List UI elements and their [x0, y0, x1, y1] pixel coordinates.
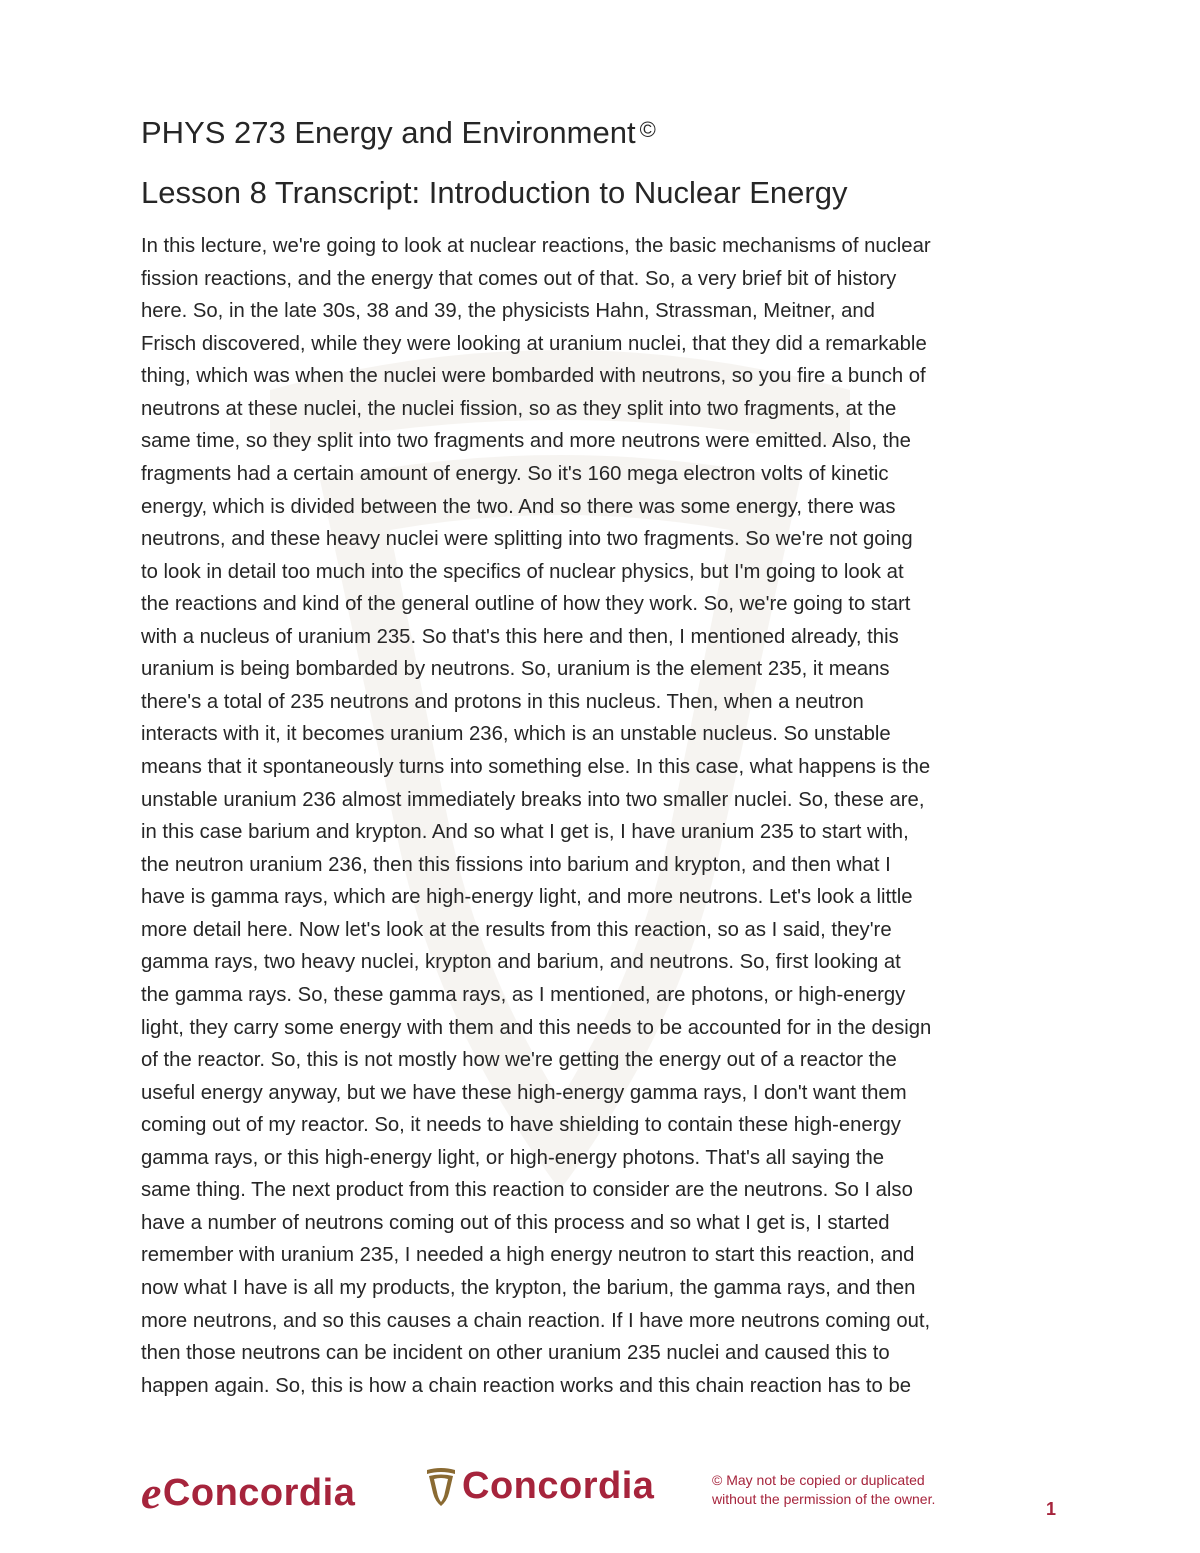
body-text-line: fragments had a certain amount of energy. So it's 160 mega electron volts of kinetic	[141, 462, 889, 485]
body-text-line: there's a total of 235 neutrons and protons in this nucleus. Then, when a neutron	[141, 690, 864, 713]
body-text-line: have is gamma rays, which are high-energy light, and more neutrons. Let's look a little	[141, 886, 913, 909]
body-text-line: uranium is being bombarded by neutrons. So, uranium is the element 235, it means	[141, 658, 890, 681]
body-text-line: means that it spontaneously turns into something else. In this case, what happens is the	[141, 756, 931, 778]
body-text-line: Frisch discovered, while they were looking at uranium nuclei, that they did a remarkable	[141, 332, 927, 355]
copyright-notice-line: © May not be copied or duplicated	[712, 1472, 925, 1488]
body-text-line: same thing. The next product from this reaction to consider are the neutrons. So I also	[141, 1179, 913, 1202]
body-text-line: happen again. So, this is how a chain reaction works and this chain reaction has to be	[141, 1374, 912, 1397]
transcript-body	[141, 230, 1071, 1402]
body-text-line: the neutron uranium 236, then this fissions into barium and krypton, and then what I	[141, 853, 891, 876]
body-text-line: interacts with it, it becomes uranium 236, which is an unstable nucleus. So unstable	[141, 723, 891, 746]
econcordia-logo	[141, 1467, 355, 1520]
body-text-line: the reactions and kind of the general outline of how they work. So, we're going to start	[141, 593, 911, 616]
document-subtitle: Lesson 8 Transcript: Introduction to Nuclear Energy	[141, 175, 848, 210]
econcordia-logo-mark: e	[141, 1467, 162, 1518]
econcordia-logo-text: Concordia	[162, 1472, 356, 1514]
body-text-line: same time, so they split into two fragments and more neutrons were emitted. Also, the	[141, 430, 911, 453]
body-text-line: fission reactions, and the energy that comes out of that. So, a very brief bit of history	[141, 267, 897, 290]
body-text-line: in this case barium and krypton. And so what I get is, I have uranium 235 to start with,	[141, 821, 909, 844]
body-text-line: neutrons, and these heavy nuclei were splitting into two fragments. So we're not going	[141, 528, 913, 551]
page-footer	[0, 1455, 1200, 1535]
body-text-line: In this lecture, we're going to look at nuclear reactions, the basic mechanisms of nuclear	[141, 235, 931, 257]
body-text-line: with a nucleus of uranium 235. So that's this here and then, I mentioned already, this	[141, 625, 899, 648]
body-text-line: useful energy anyway, but we have these high-energy gamma rays, I don't want them	[141, 1081, 907, 1104]
body-text-line: gamma rays, or this high-energy light, or high-energy photons. That's all saying the	[141, 1146, 885, 1169]
body-text-line: unstable uranium 236 almost immediately breaks into two smaller nuclei. So, these are,	[141, 788, 925, 811]
body-text-line: energy, which is divided between the two. And so there was some energy, there was	[141, 495, 896, 518]
concordia-logo	[426, 1465, 654, 1508]
body-text-line: light, they carry some energy with them and this needs to be accounted for in the design	[141, 1016, 932, 1039]
body-text-line: neutrons at these nuclei, the nuclei fission, so as they split into two fragments, at the	[141, 397, 897, 420]
copyright-notice	[712, 1471, 935, 1509]
body-text-line: more neutrons, and so this causes a chain reaction. If I have more neutrons coming out,	[141, 1309, 931, 1332]
body-text-line: then those neutrons can be incident on other uranium 235 nuclei and caused this to	[141, 1342, 890, 1365]
body-text-line: coming out of my reactor. So, it needs to have shielding to contain these high-energy	[141, 1114, 901, 1137]
body-text-line: have a number of neutrons coming out of this process and so what I get is, I started	[141, 1211, 890, 1234]
concordia-logo-text: Concordia	[462, 1465, 655, 1507]
body-text-line: of the reactor. So, this is not mostly how we're getting the energy out of a reactor the	[141, 1049, 897, 1072]
body-text-line: now what I have is all my products, the krypton, the barium, the gamma rays, and then	[141, 1277, 916, 1299]
body-text-line: more detail here. Now let's look at the results from this reaction, so as I said, they're	[141, 918, 892, 941]
body-text-line: remember with uranium 235, I needed a high energy neutron to start this reaction, and	[141, 1244, 915, 1267]
body-text-line: gamma rays, two heavy nuclei, krypton and barium, and neutrons. So, first looking at	[141, 951, 901, 974]
body-text-line: the gamma rays. So, these gamma rays, as I mentioned, are photons, or high-energy	[141, 983, 906, 1006]
title-text: PHYS 273 Energy and Environment	[141, 115, 636, 150]
page-number: 1	[1046, 1499, 1057, 1519]
body-text-line: thing, which was when the nuclei were bombarded with neutrons, so you fire a bunch of	[141, 365, 926, 388]
copyright-symbol: ©	[639, 117, 656, 142]
body-text-line: here. So, in the late 30s, 38 and 39, the physicists Hahn, Strassman, Meitner, and	[141, 300, 875, 323]
document-title	[141, 108, 1101, 155]
body-text-line: to look in detail too much into the specifics of nuclear physics, but I'm going to look at	[141, 560, 904, 583]
copyright-notice-line: without the permission of the owner.	[712, 1491, 936, 1507]
concordia-shield-icon	[426, 1467, 456, 1507]
